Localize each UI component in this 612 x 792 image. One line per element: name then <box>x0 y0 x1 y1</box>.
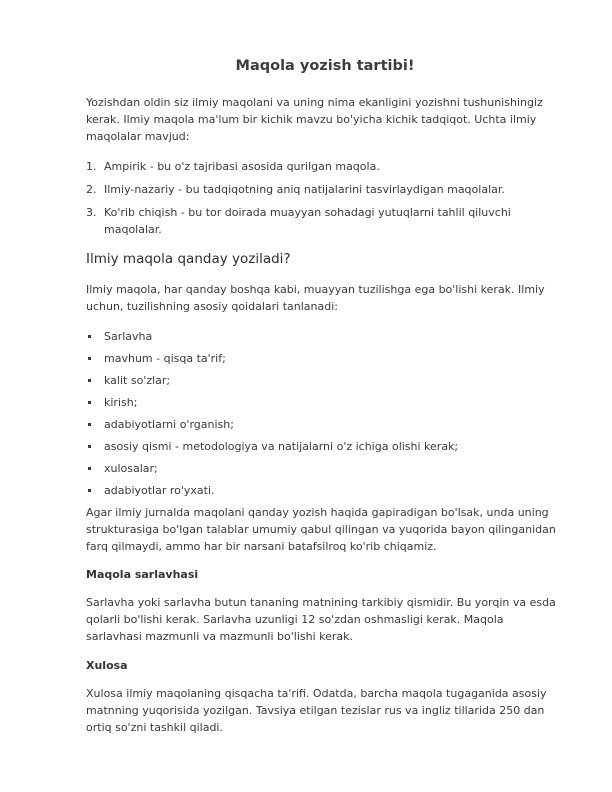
list-item <box>86 482 556 499</box>
list-item-text: asosiy qismi - metodologiya va natijalarni o'z ichiga olishi kerak; <box>104 440 459 453</box>
list-item-text: Ampirik - bu o'z tajribasi asosida qurilgan maqola. <box>104 160 380 173</box>
list-item <box>86 372 556 389</box>
structure-list <box>86 328 556 499</box>
bullet-icon <box>88 467 91 470</box>
bullet-icon <box>88 489 91 492</box>
section-heading: Ilmiy maqola qanday yoziladi? <box>86 251 291 267</box>
bullet-icon <box>88 379 91 382</box>
list-item-text: mavhum - qisqa ta'rif; <box>104 352 226 365</box>
list-item <box>86 460 556 477</box>
title-subheading: Maqola sarlavhasi <box>86 568 199 581</box>
list-item <box>86 158 556 175</box>
document-title: Maqola yozish tartibi! <box>235 58 415 74</box>
list-item <box>86 350 556 367</box>
intro-paragraph: Yozishdan oldin siz ilmiy maqolani va uning nima ekanligini yozishni tushunishingiz kerak. Ilmiy maqola ma'lum bir kichik mavzu bo'yicha kichik tadqiqot. Uchta ilmiy maqolalar mavjud: <box>86 96 543 143</box>
list-number: 1. <box>86 160 97 173</box>
list-item-text: kalit so'zlar; <box>104 374 171 387</box>
list-number: 3. <box>86 206 97 219</box>
list-item-text: kirish; <box>104 396 138 409</box>
summary-paragraph: Xulosa ilmiy maqolaning qisqacha ta'rifi. Odatda, barcha maqola tugaganida asosiy matnning yuqorisida yozilgan. Tavsiya etilgan tezislar rus va ingliz tillarida 250 dan ortiq so'zni tashkil qiladi. <box>86 687 547 734</box>
list-item-text: xulosalar; <box>104 462 158 475</box>
journal-paragraph: Agar ilmiy jurnalda maqolani qanday yozish haqida gapiradigan bo'lsak, unda uning strukturasiga bo'lgan talablar umumiy qabul qilingan va yuqorida bayon qilinganidan farq qilmaydi, ammo har bir narsani batafsilroq ko'rib chiqamiz. <box>86 506 556 553</box>
list-item-text: Sarlavha <box>104 330 153 343</box>
bullet-icon <box>88 423 91 426</box>
list-item <box>86 438 556 455</box>
list-item <box>86 181 556 198</box>
summary-subheading: Xulosa <box>86 659 128 672</box>
bullet-icon <box>88 401 91 404</box>
bullet-icon <box>88 335 91 338</box>
list-number: 2. <box>86 183 97 196</box>
title-paragraph: Sarlavha yoki sarlavha butun tananing matnining tarkibiy qismidir. Bu yorqin va esda qolarli bo'lishi kerak. Sarlavha uzunligi 12 so'zdan oshmasligi kerak. Maqola sarlavhasi mazmunli va mazmunli bo'lishi kerak. <box>86 596 556 643</box>
list-item <box>86 328 556 345</box>
list-item <box>86 394 556 411</box>
article-types-list <box>86 158 556 238</box>
list-item <box>86 416 556 433</box>
list-item <box>86 204 556 238</box>
structure-intro-paragraph: Ilmiy maqola, har qanday boshqa kabi, muayyan tuzilishga ega bo'lishi kerak. Ilmiy uchun, tuzilishning asosiy qoidalari tanlanadi: <box>86 283 545 313</box>
list-item-text: Ko'rib chiqish - bu tor doirada muayyan sohadagi yutuqlarni tahlil qiluvchi maqolalar. <box>104 206 511 236</box>
list-item-text: Ilmiy-nazariy - bu tadqiqotning aniq natijalarini tasvirlaydigan maqolalar. <box>104 183 505 196</box>
list-item-text: adabiyotlar ro'yxati. <box>104 484 215 497</box>
bullet-icon <box>88 445 91 448</box>
bullet-icon <box>88 357 91 360</box>
list-item-text: adabiyotlarni o'rganish; <box>104 418 234 431</box>
